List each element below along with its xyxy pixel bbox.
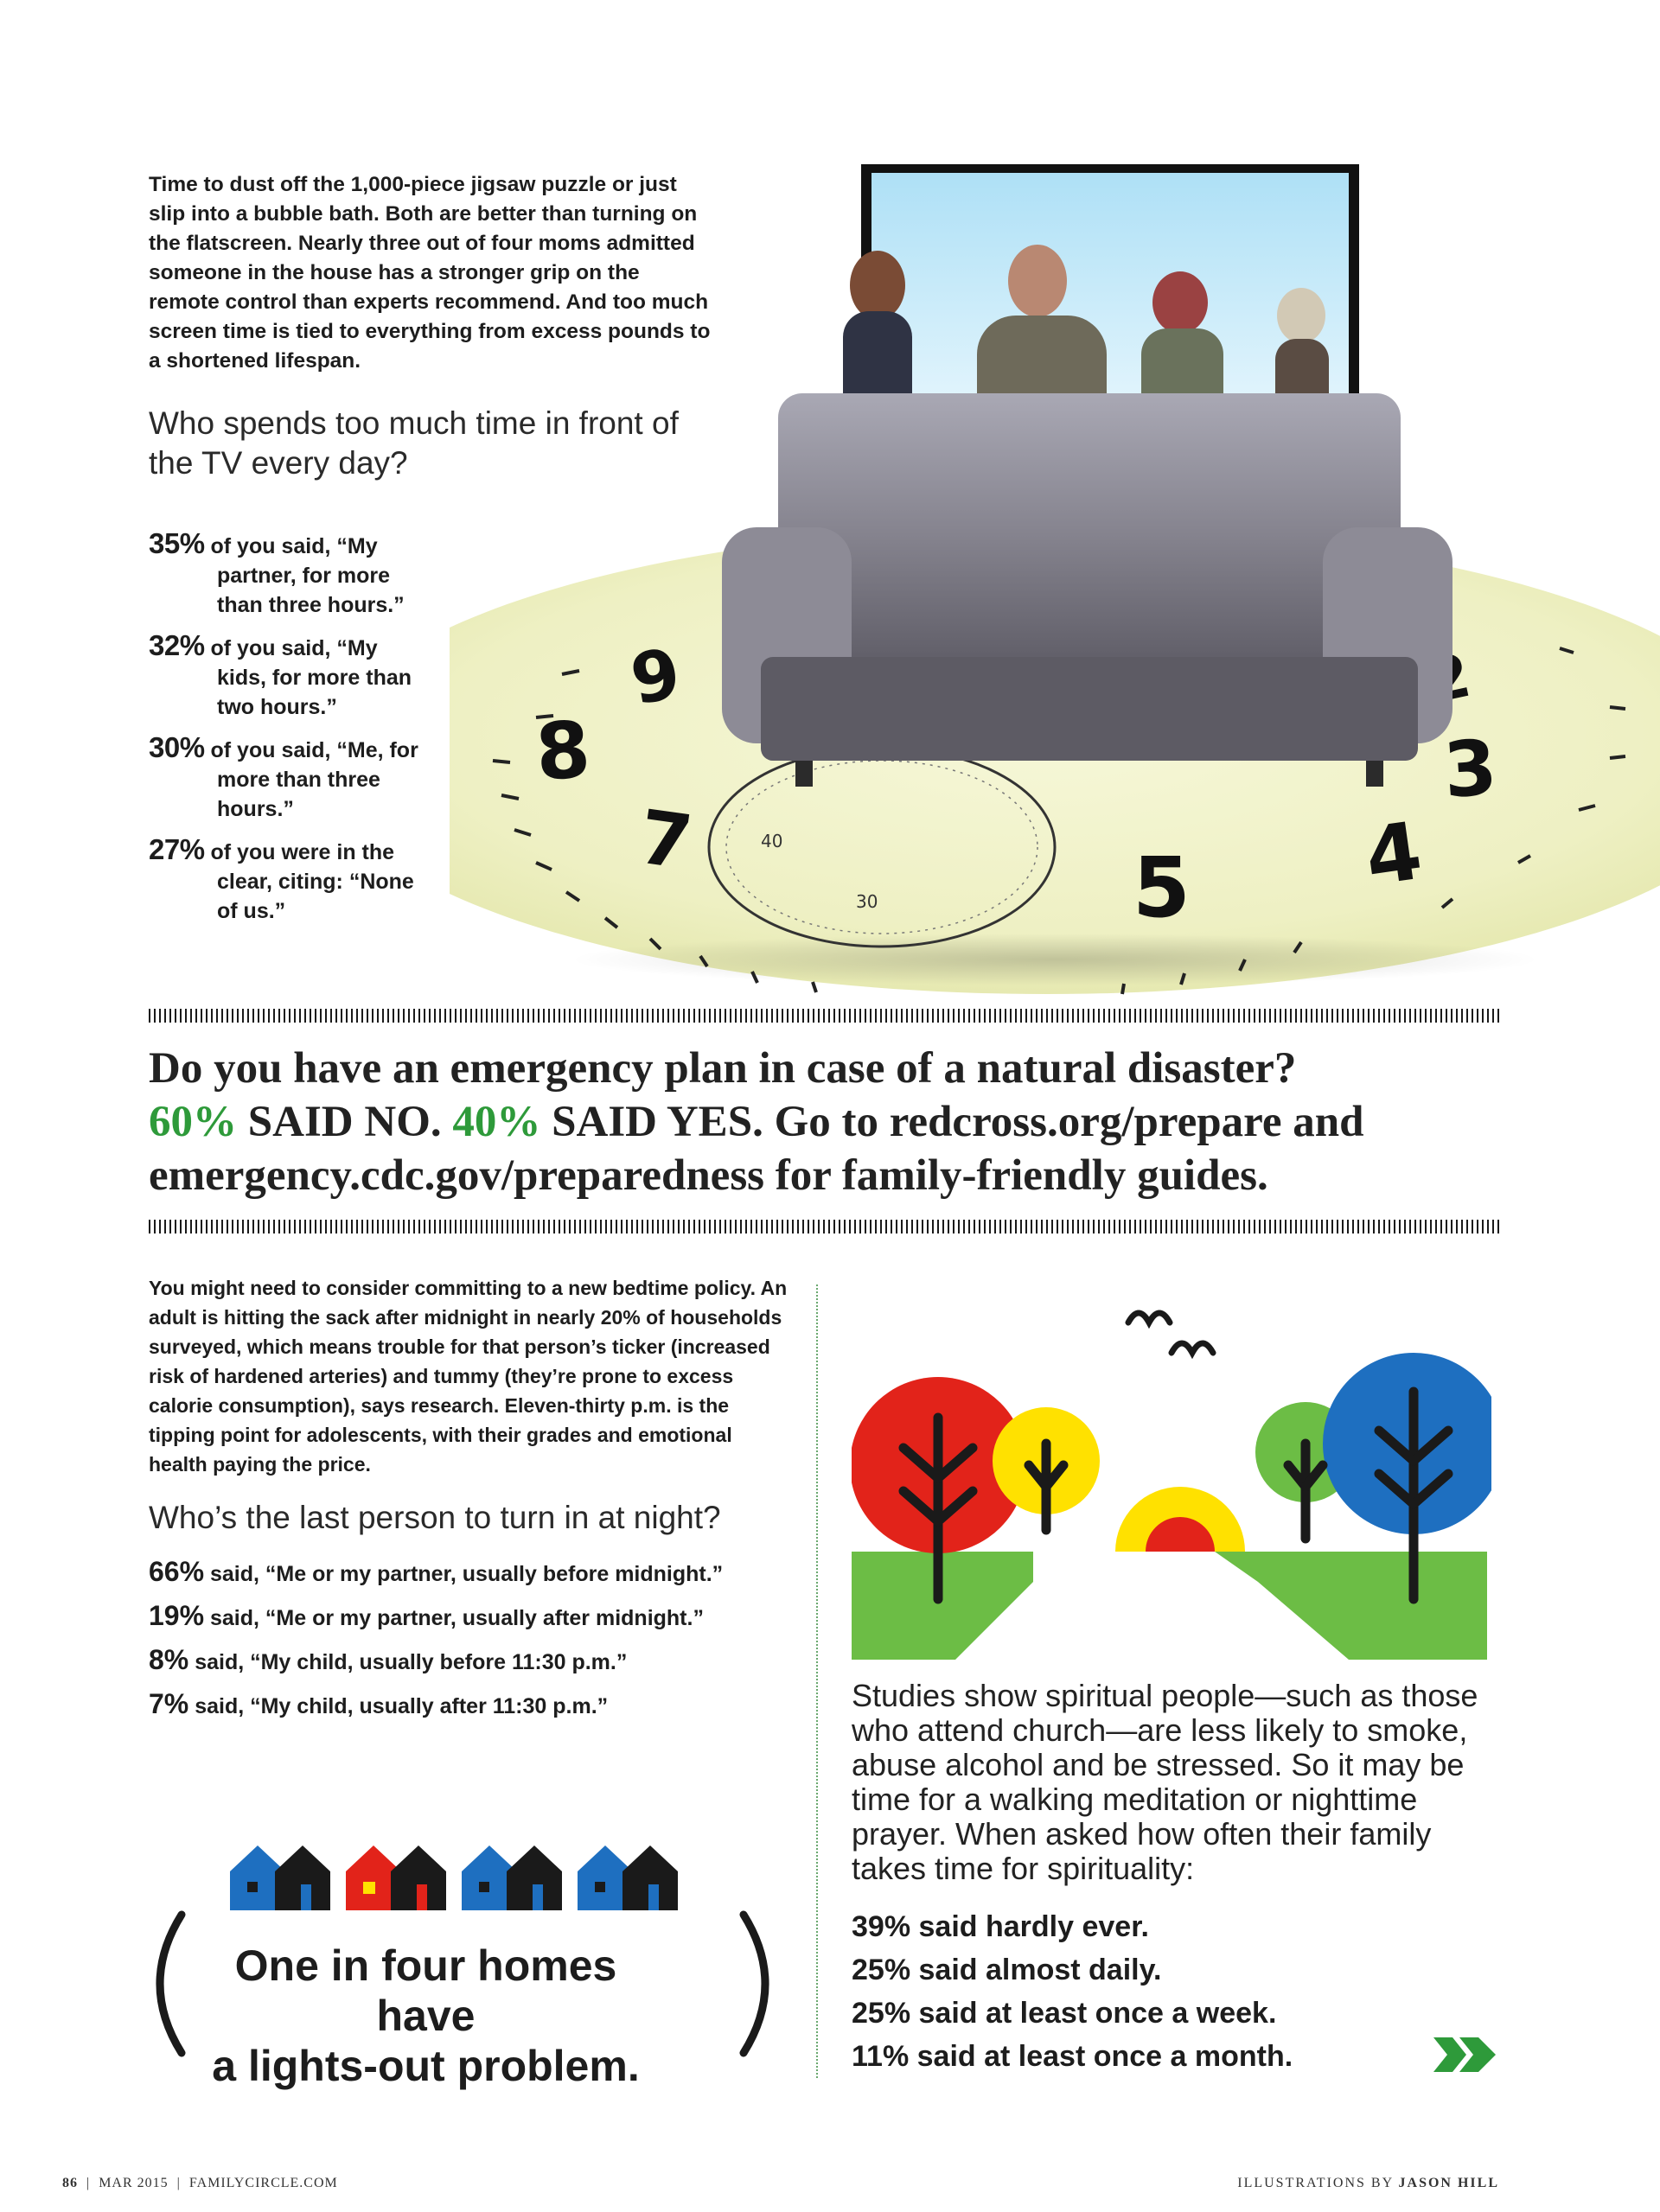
page-number: 86	[62, 2176, 78, 2190]
tv-stat-3-pct: 30%	[149, 731, 205, 763]
spirit-stat-2	[852, 1954, 1161, 1987]
tv-question: Who spends too much time in front of the TV every day?	[149, 405, 679, 481]
bedtime-stat-2	[149, 1600, 704, 1634]
lights-out-line-1: One in four homes have	[234, 1941, 617, 2040]
bedtime-stat-3-pct: 8%	[149, 1644, 189, 1675]
spirit-stat-4	[852, 2040, 1293, 2074]
house-icon	[230, 1845, 330, 1910]
spirituality-text: Studies show spiritual people—such as those who attend church—are less likely to smoke, abuse alcohol and be stressed. So it may be time for a walking meditation or nighttime prayer. When asked how often their family takes time for spirituality:	[852, 1678, 1478, 1886]
lights-out-callout	[195, 1941, 657, 2091]
emergency-plan-banner	[149, 1042, 1503, 1202]
dial-numeral-40: 40	[761, 831, 783, 851]
moon-icon	[435, 1776, 487, 1838]
tv-stat-2-line2: kids, for more than	[217, 666, 412, 690]
bedtime-stat-3	[149, 1644, 627, 1678]
tree-blue-icon	[1323, 1353, 1491, 1534]
credit-prefix: ILLUSTRATIONS BY	[1237, 2176, 1399, 2190]
page-footer-left	[62, 2176, 338, 2191]
tv-stat-1-line1: of you said, “My	[210, 534, 378, 558]
trees-sunset-illustration	[852, 1279, 1491, 1668]
banner-yes-pct: 40%	[452, 1098, 541, 1146]
house-lights-on-icon	[346, 1845, 446, 1910]
tv-stat-1-line3: than three hours.”	[217, 593, 405, 617]
bedtime-stat-3-text: said, “My child, usually before 11:30 p.m.”	[188, 1650, 628, 1674]
clock-floor-shadow	[571, 934, 1539, 985]
spirit-stat-1-text: said hardly ever.	[910, 1910, 1149, 1943]
clock-numeral-5: 5	[1133, 839, 1191, 936]
clock-numeral-4: 4	[1359, 804, 1427, 904]
couch	[722, 393, 1452, 787]
site-url[interactable]: FAMILYCIRCLE.COM	[188, 2176, 338, 2190]
banner-top-rule	[149, 1009, 1503, 1023]
tv-stat-3-line1: of you said, “Me, for	[210, 738, 418, 762]
footer-separator: |	[172, 2176, 185, 2190]
next-page-arrow-icon[interactable]	[1433, 2034, 1498, 2075]
spirit-stat-4-text: said at least once a month.	[909, 2040, 1293, 2073]
tv-stat-3	[149, 733, 443, 824]
tv-stat-1-line2: partner, for more	[217, 564, 391, 588]
column-divider	[816, 1284, 818, 2078]
bedtime-stat-2-pct: 19%	[149, 1600, 205, 1631]
spirit-stat-1-pct: 39%	[852, 1910, 911, 1943]
banner-line-2	[149, 1095, 1503, 1149]
footer-separator: |	[82, 2176, 95, 2190]
tv-stat-1	[149, 529, 443, 620]
tv-stat-4	[149, 835, 443, 926]
bedtime-stat-4	[149, 1688, 608, 1722]
bedtime-stat-2-text: said, “Me or my partner, usually after midnight.”	[204, 1606, 704, 1630]
spirit-stat-2-text: said almost daily.	[910, 1954, 1162, 1986]
banner-no-text: SAID NO.	[237, 1098, 453, 1146]
bedtime-stat-4-text: said, “My child, usually after 11:30 p.m.”	[188, 1694, 609, 1718]
clock-numeral-9: 9	[624, 633, 686, 721]
birds-icon	[1128, 1313, 1213, 1353]
grass	[1215, 1552, 1487, 1660]
tv-stat-2-line3: two hours.”	[217, 695, 337, 719]
banner-line-3: emergency.cdc.gov/preparedness for family-friendly guides.	[149, 1151, 1268, 1200]
credit-name: JASON HILL	[1398, 2176, 1499, 2190]
spirit-stat-1	[852, 1910, 1149, 1944]
tv-stat-4-line2: clear, citing: “None	[217, 870, 414, 894]
bedtime-stat-1-pct: 66%	[149, 1556, 205, 1587]
bedtime-question: Who’s the last person to turn in at night?	[149, 1500, 721, 1535]
tv-stat-3-line2: more than three	[217, 768, 380, 792]
houses-moon-illustration	[223, 1759, 690, 1923]
clock-numeral-3: 3	[1440, 722, 1500, 815]
dial-numeral-30: 30	[856, 891, 878, 912]
tv-stat-2	[149, 631, 443, 722]
tv-stat-2-pct: 32%	[149, 629, 205, 661]
bedtime-stat-4-pct: 7%	[149, 1688, 189, 1719]
tv-intro-text: Time to dust off the 1,000-piece jigsaw puzzle or just slip into a bubble bath. Both are better than turning on the flatscreen. Nearly three out of four moms admitted someone in the house has a stronger grip on the remote control than experts recommend. And too much screen time is tied to everything from excess pounds to a shortened lifespan.	[149, 173, 711, 373]
banner-no-pct: 60%	[149, 1098, 237, 1146]
spirit-stat-4-pct: 11%	[852, 2040, 910, 2073]
bedtime-stat-1	[149, 1556, 723, 1590]
house-icon	[578, 1845, 678, 1910]
spirit-stat-3-text: said at least once a week.	[910, 1997, 1277, 2030]
lights-out-line-2: a lights-out problem.	[212, 2042, 640, 2090]
house-icon	[462, 1845, 562, 1910]
tv-stat-2-line1: of you said, “My	[210, 636, 378, 660]
spirit-stat-3-pct: 25%	[852, 1997, 911, 2030]
bedtime-stat-1-text: said, “Me or my partner, usually before midnight.”	[204, 1562, 724, 1586]
tv-stat-4-pct: 27%	[149, 833, 205, 865]
clock-numeral-8: 8	[533, 704, 594, 799]
spirit-stat-3	[852, 1997, 1276, 2030]
tv-stat-1-pct: 35%	[149, 527, 205, 559]
tv-stat-4-line3: of us.”	[217, 899, 286, 923]
banner-bottom-rule	[149, 1220, 1503, 1233]
tv-stat-3-line3: hours.”	[217, 797, 294, 821]
spirit-stat-2-pct: 25%	[852, 1954, 911, 1986]
banner-line-1: Do you have an emergency plan in case of a natural disaster?	[149, 1044, 1297, 1093]
tv-stat-4-line1: of you were in the	[210, 840, 395, 864]
bedtime-text: You might need to consider committing to a new bedtime policy. An adult is hitting the sack after midnight in nearly 20% of households surveyed, which means trouble for that person’s ticker (increased risk of hardened arteries) and tummy (they’re prone to excess calorie consumption), says research. Eleven-thirty p.m. is the tipping point for adolescents, with their grades and emotional health paying the price.	[149, 1277, 788, 1476]
tv-couch-clock-illustration	[450, 156, 1660, 1003]
banner-yes-text: SAID YES. Go to redcross.org/prepare and	[540, 1098, 1364, 1146]
illustration-credit	[1237, 2176, 1499, 2191]
issue-date: MAR 2015	[99, 2176, 169, 2190]
clock-numeral-7: 7	[634, 794, 698, 888]
